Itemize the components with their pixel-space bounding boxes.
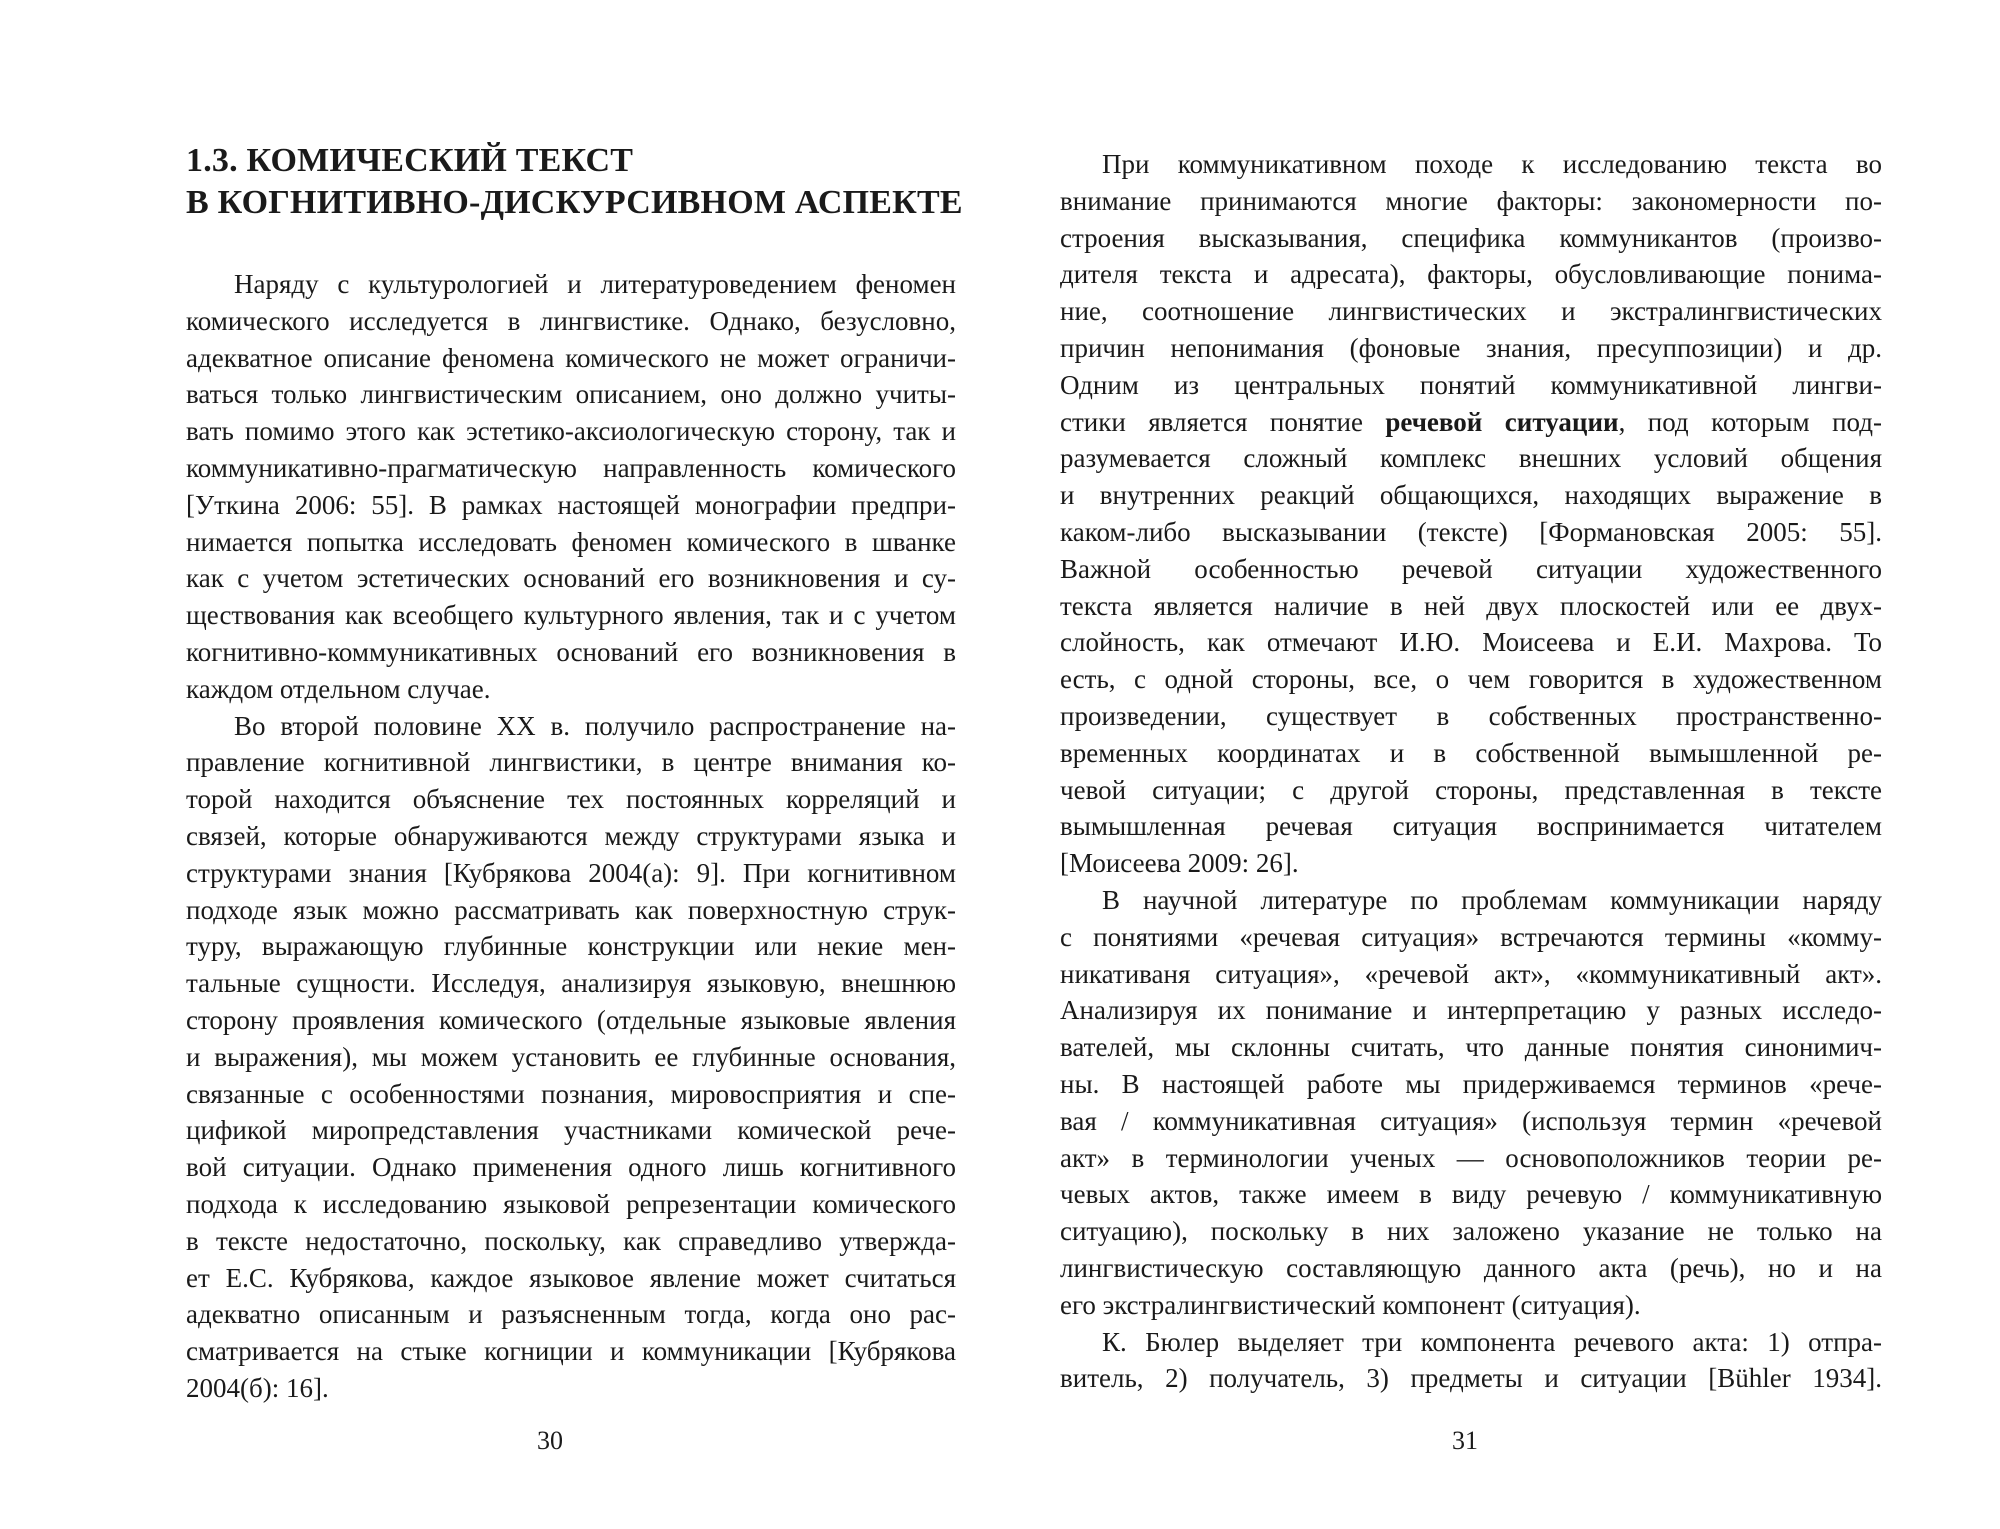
text-line: связей, которые обнаруживаются между структурами языка и [186, 820, 956, 851]
text-line: связанные с особенностями познания, мировосприятия и спе- [186, 1078, 956, 1109]
left-text-column [186, 140, 963, 1407]
text-line: [Моисеева 2009: 26]. [1060, 848, 1299, 879]
right-text-column [1060, 146, 1882, 1397]
text-line: Одним из центральных понятий коммуникативной лингви- [1060, 369, 1882, 400]
text-line: 2004(б): 16]. [186, 1372, 329, 1403]
text-line: слойность, как отмечают И.Ю. Моисеева и Е.И. Махрова. То [1060, 627, 1882, 658]
text-line: чевых актов, также имеем в виду речевую / коммуникативную [1060, 1179, 1882, 1210]
paragraph [1060, 1324, 1882, 1398]
text-line: есть, с одной стороны, все, о чем говорится в художественном [1060, 664, 1882, 695]
text-line: ны. В настоящей работе мы придерживаемся терминов «рече- [1060, 1068, 1882, 1099]
text-line: его экстралингвистический компонент (ситуация). [1060, 1289, 1641, 1320]
text-line: причин непонимания (фоновые знания, пресуппозиции) и др. [1060, 332, 1882, 363]
text-line: никативаня ситуация», «речевой акт», «коммуникативный акт». [1060, 958, 1882, 989]
text-line: лингвистическую составляющую данного акта (речь), но и на [1060, 1252, 1882, 1283]
text-line: и внутренних реакций общающихся, находящих выражение в [1060, 480, 1882, 511]
text-line: дителя текста и адресата), факторы, обусловливающие понима- [1060, 259, 1882, 290]
text-line: вать помимо этого как эстетико-аксиологическую сторону, так и [186, 416, 956, 447]
paragraph [1060, 146, 1882, 882]
page-number: 31 [1452, 1426, 1478, 1455]
text-line: вателей, мы склонны считать, что данные понятия синонимич- [1060, 1032, 1882, 1063]
section-heading [186, 140, 963, 224]
paragraph [186, 266, 956, 708]
text-line: с понятиями «речевая ситуация» встречаются термины «комму- [1060, 921, 1882, 952]
text-line: ваться только лингвистическим описанием, оно должно учиты- [186, 379, 956, 410]
left-paragraphs [186, 266, 956, 1407]
paragraph [1060, 882, 1882, 1324]
text-line: коммуникативно-прагматическую направленность комического [186, 452, 956, 483]
text-line: сторону проявления комического (отдельные языковые явления [186, 1004, 956, 1035]
text-line: В научной литературе по проблемам коммуникации наряду [1102, 884, 1882, 915]
text-line: адекватно описанным и разъясненным тогда, когда оно рас- [186, 1299, 956, 1330]
page-number: 30 [537, 1426, 563, 1455]
text-line: Анализируя их понимание и интерпретацию у разных исследо- [1060, 995, 1882, 1026]
text-line: как с учетом эстетических оснований его возникновения и су- [186, 563, 956, 594]
text-line: вымышленная речевая ситуация воспринимается читателем [1060, 811, 1882, 842]
text-line: Наряду с культурологией и литературоведением феномен [234, 269, 956, 299]
text-line: [Уткина 2006: 55]. В рамках настоящей монографии предпри- [186, 489, 956, 520]
text-line: сматривается на стыке когниции и коммуникации [Кубрякова [186, 1336, 956, 1367]
text-line: Важной особенностью речевой ситуации художественного [1060, 553, 1882, 584]
text-line: временных координатах и в собственной вымышленной ре- [1060, 737, 1882, 768]
text-line: акт» в терминологии ученых — основоположников теории ре- [1060, 1142, 1882, 1173]
text-line: цификой миропредставления участниками комической рече- [186, 1115, 956, 1146]
text-line: текста является наличие в ней двух плоскостей или ее двух- [1060, 590, 1882, 621]
text-line: комического исследуется в лингвистике. Однако, безусловно, [186, 305, 956, 336]
text-line: тальные сущности. Исследуя, анализируя языковую, внешнюю [186, 968, 956, 999]
right-paragraphs [1060, 146, 1882, 1397]
heading-line: В КОГНИТИВНО-ДИСКУРСИВНОМ АСПЕКТЕ [186, 184, 963, 221]
text-line: адекватное описание феномена комического не может ограничи- [186, 342, 956, 373]
text-line: вой ситуации. Однако применения одного лишь когнитивного [186, 1152, 956, 1183]
heading-line: 1.3. КОМИЧЕСКИЙ ТЕКСТ [186, 142, 634, 179]
text-line: произведении, существует в собственных пространственно- [1060, 700, 1882, 731]
text-line: туру, выражающую глубинные конструкции или некие мен- [186, 931, 956, 962]
text-line: ситуацию), поскольку в них заложено указание не только на [1060, 1216, 1882, 1247]
text-line: витель, 2) получатель, 3) предметы и ситуации [Bühler 1934]. [1060, 1363, 1882, 1394]
text-line: нимается попытка исследовать феномен комического в шванке [186, 526, 956, 557]
text-line: При коммуникативном походе к исследованию текста во [1102, 149, 1882, 179]
text-line: структурами знания [Кубрякова 2004(а): 9]. При когнитивном [186, 857, 956, 888]
text-line: ет Е.С. Кубрякова, каждое языковое явление может считаться [186, 1262, 956, 1293]
text-line: подходе язык можно рассматривать как поверхностную струк- [186, 894, 956, 925]
text-line: подхода к исследованию языковой репрезентации комического [186, 1188, 956, 1219]
text-line: К. Бюлер выделяет три компонента речевого акта: 1) отпра- [1102, 1326, 1882, 1357]
text-line: внимание принимаются многие факторы: закономерности по- [1060, 185, 1882, 216]
text-line: Во второй половине XX в. получило распространение на- [234, 710, 956, 741]
text-line: вая / коммуникативная ситуация» (используя термин «речевой [1060, 1105, 1882, 1136]
right-page [1000, 0, 2000, 1529]
text-line: торой находится объяснение тех постоянных корреляций и [186, 784, 956, 815]
text-line: и выражения), мы можем установить ее глубинные основания, [186, 1041, 956, 1072]
text-line: каком-либо высказывании (тексте) [Формановская 2005: 55]. [1060, 516, 1882, 547]
text-line: разумевается сложный комплекс внешних условий общения [1060, 443, 1882, 474]
term-emphasis: речевой ситуации [1385, 406, 1619, 437]
text-line: в тексте недостаточно, поскольку, как справедливо утвержда- [186, 1225, 956, 1256]
text-line: стики является понятие речевой ситуации, под которым под- [1060, 406, 1882, 437]
paragraph [186, 708, 956, 1407]
text-line: каждом отдельном случае. [186, 673, 491, 704]
text-line: когнитивно-коммуникативных оснований его возникновения в [186, 636, 956, 667]
text-line: правление когнитивной лингвистики, в центре внимания ко- [186, 747, 956, 778]
text-line: ние, соотношение лингвистических и экстралингвистических [1060, 296, 1882, 327]
text-line: строения высказывания, специфика коммуникантов (произво- [1060, 222, 1882, 253]
text-line: чевой ситуации; с другой стороны, представленная в тексте [1060, 774, 1882, 805]
text-line: ществования как всеобщего культурного явления, так и с учетом [186, 600, 956, 631]
